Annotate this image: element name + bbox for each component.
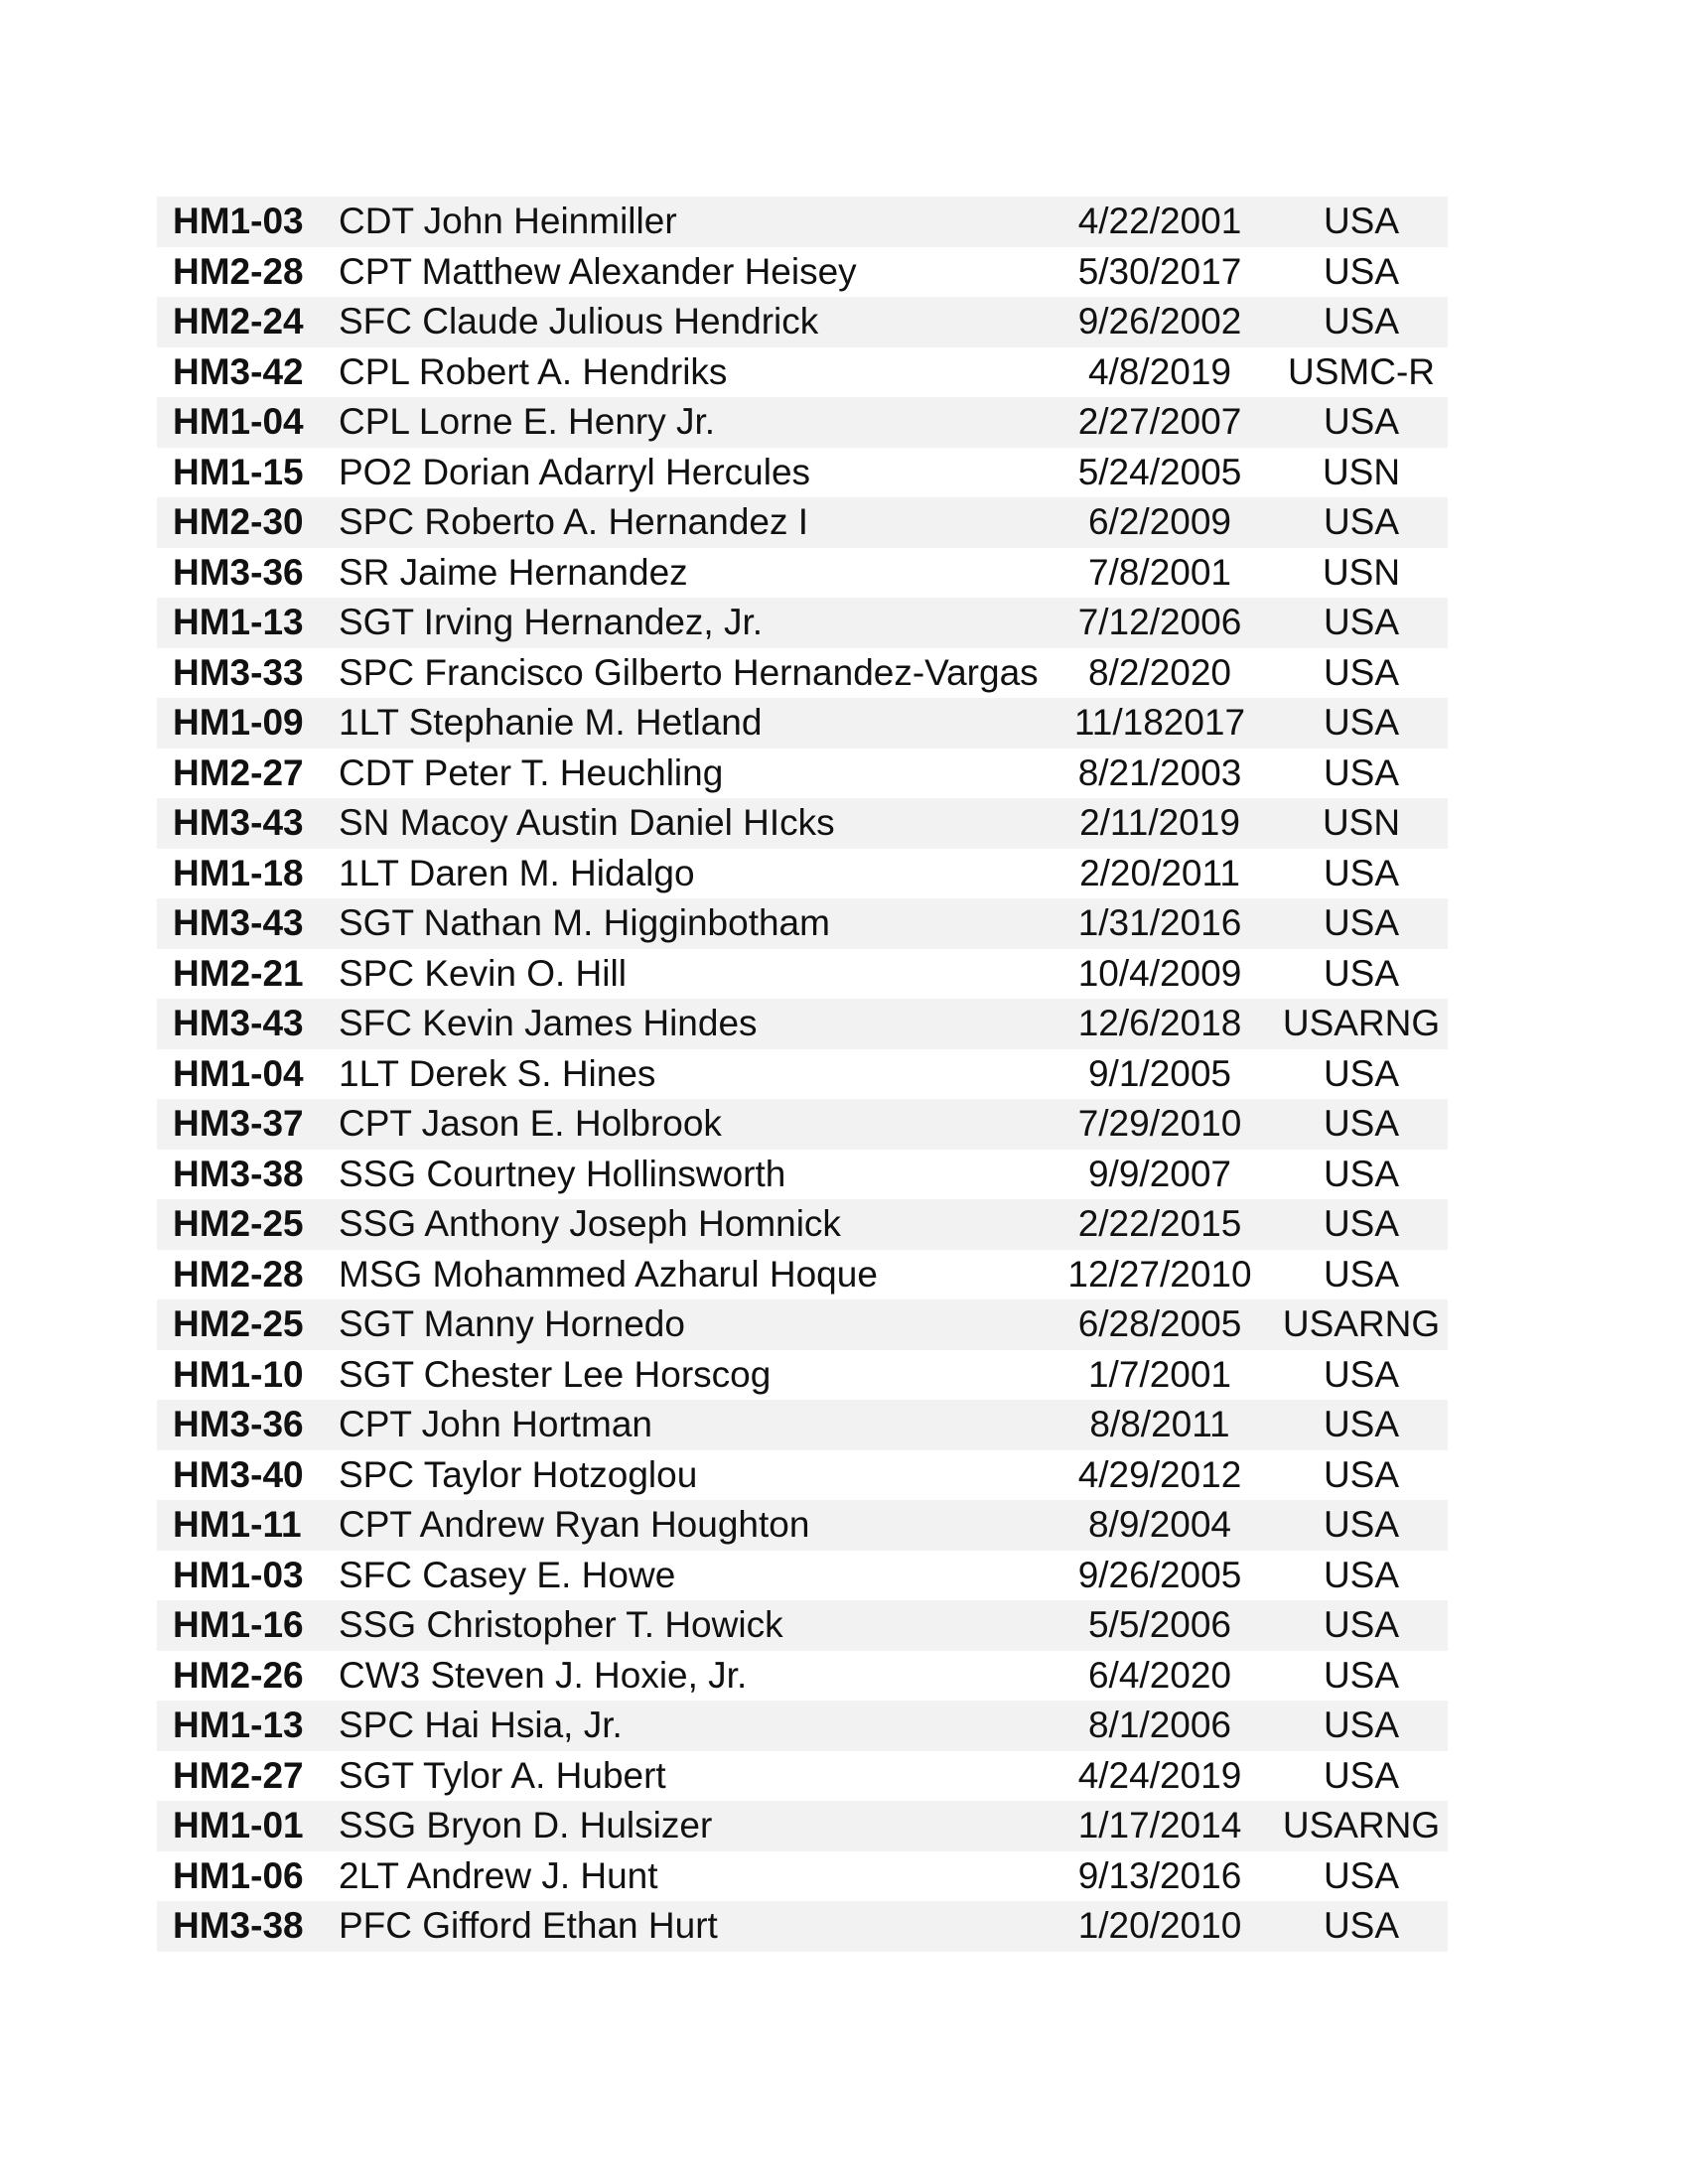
service-branch: USA: [1323, 1353, 1400, 1395]
plaque-code: HM3-40: [173, 1453, 304, 1495]
plaque-code: HM3-43: [173, 1003, 304, 1043]
service-member-name: SSG Bryon D. Hulsizer: [339, 1805, 713, 1845]
service-member-name: 1LT Stephanie M. Hetland: [339, 702, 763, 743]
service-branch: USA: [1323, 651, 1400, 693]
table-row: [157, 1049, 1448, 1100]
service-member-name: CDT John Heinmiller: [339, 201, 677, 241]
service-branch: USA: [1323, 501, 1400, 542]
service-member-name: SGT Manny Hornedo: [339, 1303, 685, 1344]
service-member-name: SPC Kevin O. Hill: [339, 952, 627, 994]
plaque-code: HM1-06: [173, 1854, 304, 1896]
service-member-name: SSG Anthony Joseph Homnick: [339, 1203, 841, 1244]
table-row: [157, 548, 1448, 599]
plaque-code: HM2-30: [173, 501, 304, 542]
service-branch: USA: [1323, 1103, 1400, 1144]
plaque-code: HM2-25: [173, 1303, 304, 1344]
service-member-name: 2LT Andrew J. Hunt: [339, 1854, 658, 1896]
plaque-code: HM1-01: [173, 1805, 304, 1845]
service-branch: USA: [1323, 1453, 1400, 1495]
table-row: [157, 1199, 1448, 1250]
date-of-death: 9/13/2016: [1077, 1854, 1242, 1896]
service-member-name: 1LT Derek S. Hines: [339, 1052, 656, 1094]
date-of-death: 2/20/2011: [1079, 852, 1240, 893]
date-of-death: 4/29/2012: [1077, 1453, 1242, 1495]
date-of-death: 9/1/2005: [1087, 1052, 1232, 1094]
table-row: [157, 197, 1448, 247]
table-row: [157, 1701, 1448, 1751]
table-row: [157, 1099, 1448, 1150]
table-row: [157, 1400, 1448, 1450]
table-row: [157, 497, 1448, 548]
date-of-death: 7/8/2001: [1087, 551, 1232, 593]
service-branch: USARNG: [1282, 1003, 1441, 1043]
service-member-name: SPC Hai Hsia, Jr.: [339, 1705, 623, 1745]
plaque-code: HM1-18: [173, 852, 304, 893]
table-row: [157, 1150, 1448, 1200]
service-branch: USA: [1323, 1153, 1400, 1194]
service-member-name: SPC Francisco Gilberto Hernandez-Vargas: [339, 651, 1039, 693]
service-member-name: SGT Tylor A. Hubert: [339, 1754, 666, 1796]
date-of-death: 12/27/2010: [1067, 1253, 1252, 1295]
date-of-death: 8/21/2003: [1077, 751, 1242, 793]
table-row: [157, 1600, 1448, 1651]
service-member-name: SN Macoy Austin Daniel HIcks: [339, 802, 835, 843]
service-branch: USA: [1323, 1504, 1400, 1545]
table-row: [157, 397, 1448, 448]
plaque-code: HM2-26: [173, 1654, 304, 1696]
table-row: [157, 1551, 1448, 1601]
table-row: [157, 1450, 1448, 1501]
service-branch: USA: [1323, 1253, 1400, 1295]
date-of-death: 1/31/2016: [1077, 902, 1242, 943]
service-member-name: PO2 Dorian Adarryl Hercules: [339, 451, 811, 492]
date-of-death: 12/6/2018: [1077, 1003, 1242, 1043]
table-row: [157, 1651, 1448, 1702]
service-member-name: MSG Mohammed Azharul Hoque: [339, 1253, 878, 1295]
plaque-code: HM3-36: [173, 551, 304, 593]
date-of-death: 5/30/2017: [1077, 250, 1242, 292]
date-of-death: 8/2/2020: [1087, 651, 1232, 693]
date-of-death: 4/8/2019: [1087, 350, 1232, 392]
plaque-code: HM1-15: [173, 451, 304, 492]
plaque-code: HM1-09: [173, 702, 304, 743]
plaque-code: HM3-43: [173, 902, 304, 943]
plaque-code: HM3-38: [173, 1153, 304, 1194]
plaque-code: HM1-13: [173, 1705, 304, 1745]
date-of-death: 8/8/2011: [1089, 1404, 1230, 1444]
service-member-name: SFC Kevin James Hindes: [339, 1003, 758, 1043]
plaque-code: HM2-28: [173, 1253, 304, 1295]
service-branch: USA: [1323, 952, 1400, 994]
plaque-code: HM1-04: [173, 401, 304, 442]
date-of-death: 7/12/2006: [1077, 602, 1242, 642]
service-branch: USA: [1323, 301, 1400, 341]
table-row: [157, 297, 1448, 347]
plaque-code: HM2-27: [173, 1754, 304, 1796]
table-row: [157, 347, 1448, 398]
table-row: [157, 949, 1448, 1000]
date-of-death: 9/26/2005: [1077, 1554, 1242, 1595]
table-row: [157, 698, 1448, 749]
table-row: [157, 1250, 1448, 1300]
service-branch: USA: [1323, 702, 1400, 743]
service-branch: USA: [1323, 1203, 1400, 1244]
table-row: [157, 798, 1448, 849]
plaque-code: HM1-16: [173, 1604, 304, 1645]
service-member-name: SFC Claude Julious Hendrick: [339, 301, 819, 341]
table-row: [157, 1901, 1448, 1952]
plaque-code: HM3-36: [173, 1404, 304, 1444]
service-branch: USA: [1323, 852, 1400, 893]
date-of-death: 2/27/2007: [1077, 401, 1242, 442]
date-of-death: 6/4/2020: [1087, 1654, 1232, 1696]
service-branch: USA: [1323, 1854, 1400, 1896]
service-member-name: CDT Peter T. Heuchling: [339, 751, 724, 793]
date-of-death: 8/9/2004: [1087, 1504, 1232, 1545]
table-row: [157, 999, 1448, 1049]
service-branch: USA: [1323, 902, 1400, 943]
service-member-name: SSG Christopher T. Howick: [339, 1604, 783, 1645]
service-branch: USA: [1323, 1554, 1400, 1595]
service-branch: USN: [1322, 802, 1401, 843]
service-member-name: SPC Taylor Hotzoglou: [339, 1453, 698, 1495]
date-of-death: 6/2/2009: [1087, 501, 1232, 542]
date-of-death: 7/29/2010: [1077, 1103, 1242, 1144]
table-row: [157, 1751, 1448, 1802]
service-branch: USA: [1323, 401, 1400, 442]
plaque-code: HM3-37: [173, 1103, 304, 1144]
service-member-name: 1LT Daren M. Hidalgo: [339, 852, 695, 893]
service-member-name: CPL Lorne E. Henry Jr.: [339, 401, 716, 442]
plaque-code: HM2-27: [173, 751, 304, 793]
service-member-name: CW3 Steven J. Hoxie, Jr.: [339, 1654, 748, 1696]
service-member-name: SSG Courtney Hollinsworth: [339, 1153, 786, 1194]
service-member-name: CPL Robert A. Hendriks: [339, 350, 728, 392]
table-row: [157, 648, 1448, 699]
table-row: [157, 849, 1448, 899]
date-of-death: 1/20/2010: [1077, 1905, 1242, 1946]
service-branch: USA: [1323, 1905, 1400, 1946]
service-branch: USA: [1323, 1754, 1400, 1796]
table-row: [157, 598, 1448, 648]
plaque-code: HM2-25: [173, 1203, 304, 1244]
table-row: [157, 1350, 1448, 1401]
service-branch: USA: [1323, 1705, 1400, 1745]
plaque-code: HM3-42: [173, 350, 304, 392]
table-row: [157, 749, 1448, 799]
service-branch: USARNG: [1282, 1303, 1441, 1344]
date-of-death: 5/24/2005: [1077, 451, 1242, 492]
table-row: [157, 448, 1448, 498]
date-of-death: 1/7/2001: [1087, 1353, 1232, 1395]
plaque-code: HM3-38: [173, 1905, 304, 1946]
table-row: [157, 898, 1448, 949]
table-row: [157, 1801, 1448, 1851]
date-of-death: 8/1/2006: [1087, 1705, 1232, 1745]
service-branch: USA: [1323, 1404, 1400, 1444]
service-member-name: CPT Andrew Ryan Houghton: [339, 1504, 810, 1545]
date-of-death: 10/4/2009: [1077, 952, 1242, 994]
plaque-code: HM3-33: [173, 651, 304, 693]
table-row: [157, 1500, 1448, 1551]
service-member-name: SGT Nathan M. Higginbotham: [339, 902, 830, 943]
date-of-death: 5/5/2006: [1087, 1604, 1232, 1645]
service-member-name: PFC Gifford Ethan Hurt: [339, 1905, 718, 1946]
service-branch: USN: [1322, 551, 1401, 593]
service-branch: USA: [1323, 1604, 1400, 1645]
date-of-death: 4/24/2019: [1077, 1754, 1242, 1796]
date-of-death: 1/17/2014: [1077, 1805, 1242, 1845]
service-member-name: CPT Jason E. Holbrook: [339, 1103, 722, 1144]
plaque-code: HM1-10: [173, 1353, 304, 1395]
plaque-code: HM1-04: [173, 1052, 304, 1094]
table-row: [157, 1299, 1448, 1350]
service-member-name: SFC Casey E. Howe: [339, 1554, 676, 1595]
plaque-code: HM1-03: [173, 1554, 304, 1595]
plaque-code: HM1-11: [173, 1504, 302, 1545]
date-of-death: 9/9/2007: [1087, 1153, 1232, 1194]
plaque-code: HM2-24: [173, 301, 304, 341]
service-member-name: CPT John Hortman: [339, 1404, 652, 1444]
date-of-death: 2/11/2019: [1079, 802, 1240, 843]
service-member-name: SGT Irving Hernandez, Jr.: [339, 602, 764, 642]
table-row: [157, 247, 1448, 298]
service-member-name: SR Jaime Hernandez: [339, 551, 688, 593]
plaque-code: HM1-13: [173, 602, 304, 642]
date-of-death: 6/28/2005: [1077, 1303, 1242, 1344]
service-branch: USA: [1323, 201, 1400, 241]
memorial-roster-table: [157, 197, 1448, 1952]
service-branch: USA: [1323, 602, 1400, 642]
date-of-death: 11/182017: [1073, 702, 1246, 743]
service-branch: USA: [1323, 250, 1400, 292]
plaque-code: HM2-21: [173, 952, 304, 994]
date-of-death: 4/22/2001: [1077, 201, 1242, 241]
service-member-name: CPT Matthew Alexander Heisey: [339, 250, 857, 292]
date-of-death: 2/22/2015: [1077, 1203, 1242, 1244]
table-row: [157, 1851, 1448, 1902]
service-branch: USA: [1323, 751, 1400, 793]
plaque-code: HM1-03: [173, 201, 304, 241]
service-member-name: SPC Roberto A. Hernandez I: [339, 501, 809, 542]
service-branch: USA: [1323, 1052, 1400, 1094]
service-branch: USA: [1323, 1654, 1400, 1696]
plaque-code: HM2-28: [173, 250, 304, 292]
service-branch: USMC-R: [1288, 350, 1435, 392]
service-branch: USN: [1322, 451, 1401, 492]
service-branch: USARNG: [1282, 1805, 1441, 1845]
date-of-death: 9/26/2002: [1077, 301, 1242, 341]
plaque-code: HM3-43: [173, 802, 304, 843]
service-member-name: SGT Chester Lee Horscog: [339, 1353, 772, 1395]
